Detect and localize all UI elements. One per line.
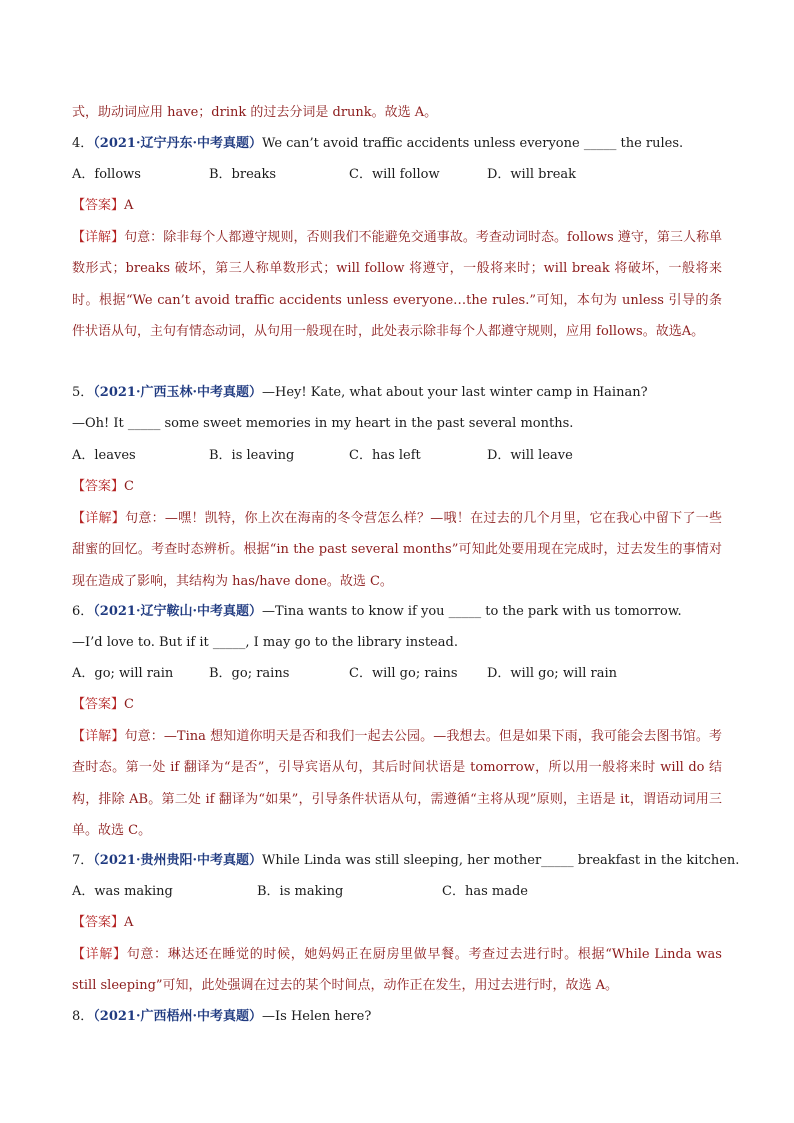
question-4-explanation: [72, 222, 722, 347]
answer-value: C: [124, 697, 134, 712]
question-7-explanation: [72, 939, 722, 1002]
question-source: （2021·贵州贵阳·中考真题）: [93, 853, 263, 868]
question-source: （2021·辽宁鞍山·中考真题）: [93, 604, 263, 619]
option-c: C．will go; rains: [349, 666, 458, 681]
question-6-stem: [72, 602, 722, 622]
question-number: 6．: [72, 604, 94, 619]
question-5-stem: [72, 383, 722, 403]
question-text: —Hey! Kate, what about your last winter camp in Hainan?: [262, 385, 648, 400]
explain-text: 句意：琳达还在睡觉的时候，她妈妈正在厨房里做早餐。考查过去进行时。根据“While Linda was still sleeping”可知，此处强调在过去的某个时间点，动作正在发生，用过去进行时，故选 A。: [72, 947, 722, 994]
option-b: B．go; rains: [209, 666, 290, 681]
answer-label: 【答案】: [72, 198, 125, 213]
question-4-answer: [72, 196, 722, 216]
answer-value: C: [124, 479, 134, 494]
question-text: While Linda was still sleeping, her mother_____ breakfast in the kitchen.: [262, 853, 740, 868]
option-b: B．breaks: [209, 167, 277, 182]
question-7-options: [72, 882, 722, 902]
explain-text: 句意：除非每个人都遵守规则，否则我们不能避免交通事故。考查动词时态。follows 遵守，第三人称单数形式；breaks 破坏，第三人称单数形式；will follow 将遵守，一般将来时；will break 将破坏，一般将来时。根据“We can’t avoid traffic accidents unless everyone…the rules.”可知，本句为 unless 引导的条件状语从句，主句有情态动词，从句用一般现在时，此处表示除非每个人都遵守规则，应用 follows。故选A。: [72, 230, 722, 339]
option-c: C．will follow: [349, 167, 440, 182]
option-b: B．is making: [257, 884, 344, 899]
question-6-answer: [72, 695, 722, 715]
option-c: C．has made: [442, 884, 528, 899]
question-5-explanation: [72, 503, 722, 597]
question-5-line-2: —Oh! It _____ some sweet memories in my heart in the past several months.: [72, 416, 574, 431]
option-d: D．will leave: [487, 448, 573, 463]
question-source: （2021·广西玉林·中考真题）: [93, 385, 263, 400]
question-5-options: [72, 446, 722, 466]
option-a: A．follows: [72, 167, 141, 182]
explain-label: 【详解】: [72, 729, 125, 744]
intro-text: 式，助动词应用 have；drink 的过去分词是 drunk。故选 A。: [72, 105, 438, 120]
question-6-explanation: [72, 721, 722, 846]
question-text: —Tina wants to know if you _____ to the park with us tomorrow.: [262, 604, 682, 619]
explain-text: 句意：—嘿！凯特，你上次在海南的冬令营怎么样？—哦！在过去的几个月里，它在我心中留下了一些甜蜜的回忆。考查时态辨析。根据“in the past several months”可知此处要用现在完成时，过去发生的事情对现在造成了影响，其结构为 has/have done。故选 C。: [72, 511, 722, 589]
question-text: We can’t avoid traffic accidents unless everyone _____ the rules.: [262, 136, 684, 151]
answer-value: A: [124, 198, 134, 213]
question-7-stem: [72, 851, 740, 871]
option-c: C．has left: [349, 448, 421, 463]
question-8-stem: [72, 1007, 722, 1027]
explain-text: 句意：—Tina 想知道你明天是否和我们一起去公园。—我想去。但是如果下雨，我可能会去图书馆。考查时态。第一处 if 翻译为“是否”，引导宾语从句，其后时间状语是 tomorrow，所以用一般将来时 will do 结构，排除 AB。第二处 if 翻译为“如果”，引导条件状语从句，需遵循“主将从现”原则，主语是 it，谓语动词用三单。故选 C。: [72, 729, 722, 838]
explain-label: 【详解】: [72, 511, 126, 526]
question-4-options: [72, 165, 722, 185]
question-source: （2021·辽宁丹东·中考真题）: [93, 136, 263, 151]
explain-label: 【详解】: [72, 947, 127, 962]
question-number: 5．: [72, 385, 94, 400]
question-number: 4．: [72, 136, 94, 151]
answer-value: A: [124, 915, 134, 930]
question-number: 7．: [72, 853, 94, 868]
option-d: D．will go; will rain: [487, 666, 618, 681]
question-6-line-2: —I’d love to. But if it _____, I may go to the library instead.: [72, 635, 458, 650]
option-a: A．was making: [72, 884, 173, 899]
question-6-options: [72, 664, 722, 684]
option-a: A．go; will rain: [72, 666, 174, 681]
explain-label: 【详解】: [72, 230, 125, 245]
option-d: D．will break: [487, 167, 577, 182]
question-text: —Is Helen here?: [262, 1009, 372, 1024]
option-a: A．leaves: [72, 448, 136, 463]
answer-label: 【答案】: [72, 697, 125, 712]
question-5-answer: [72, 477, 722, 497]
option-b: B．is leaving: [209, 448, 295, 463]
answer-label: 【答案】: [72, 915, 125, 930]
question-4-stem: [72, 134, 722, 154]
question-source: （2021·广西梧州·中考真题）: [93, 1009, 263, 1024]
question-number: 8．: [72, 1009, 94, 1024]
question-7-answer: [72, 913, 722, 933]
answer-label: 【答案】: [72, 479, 125, 494]
